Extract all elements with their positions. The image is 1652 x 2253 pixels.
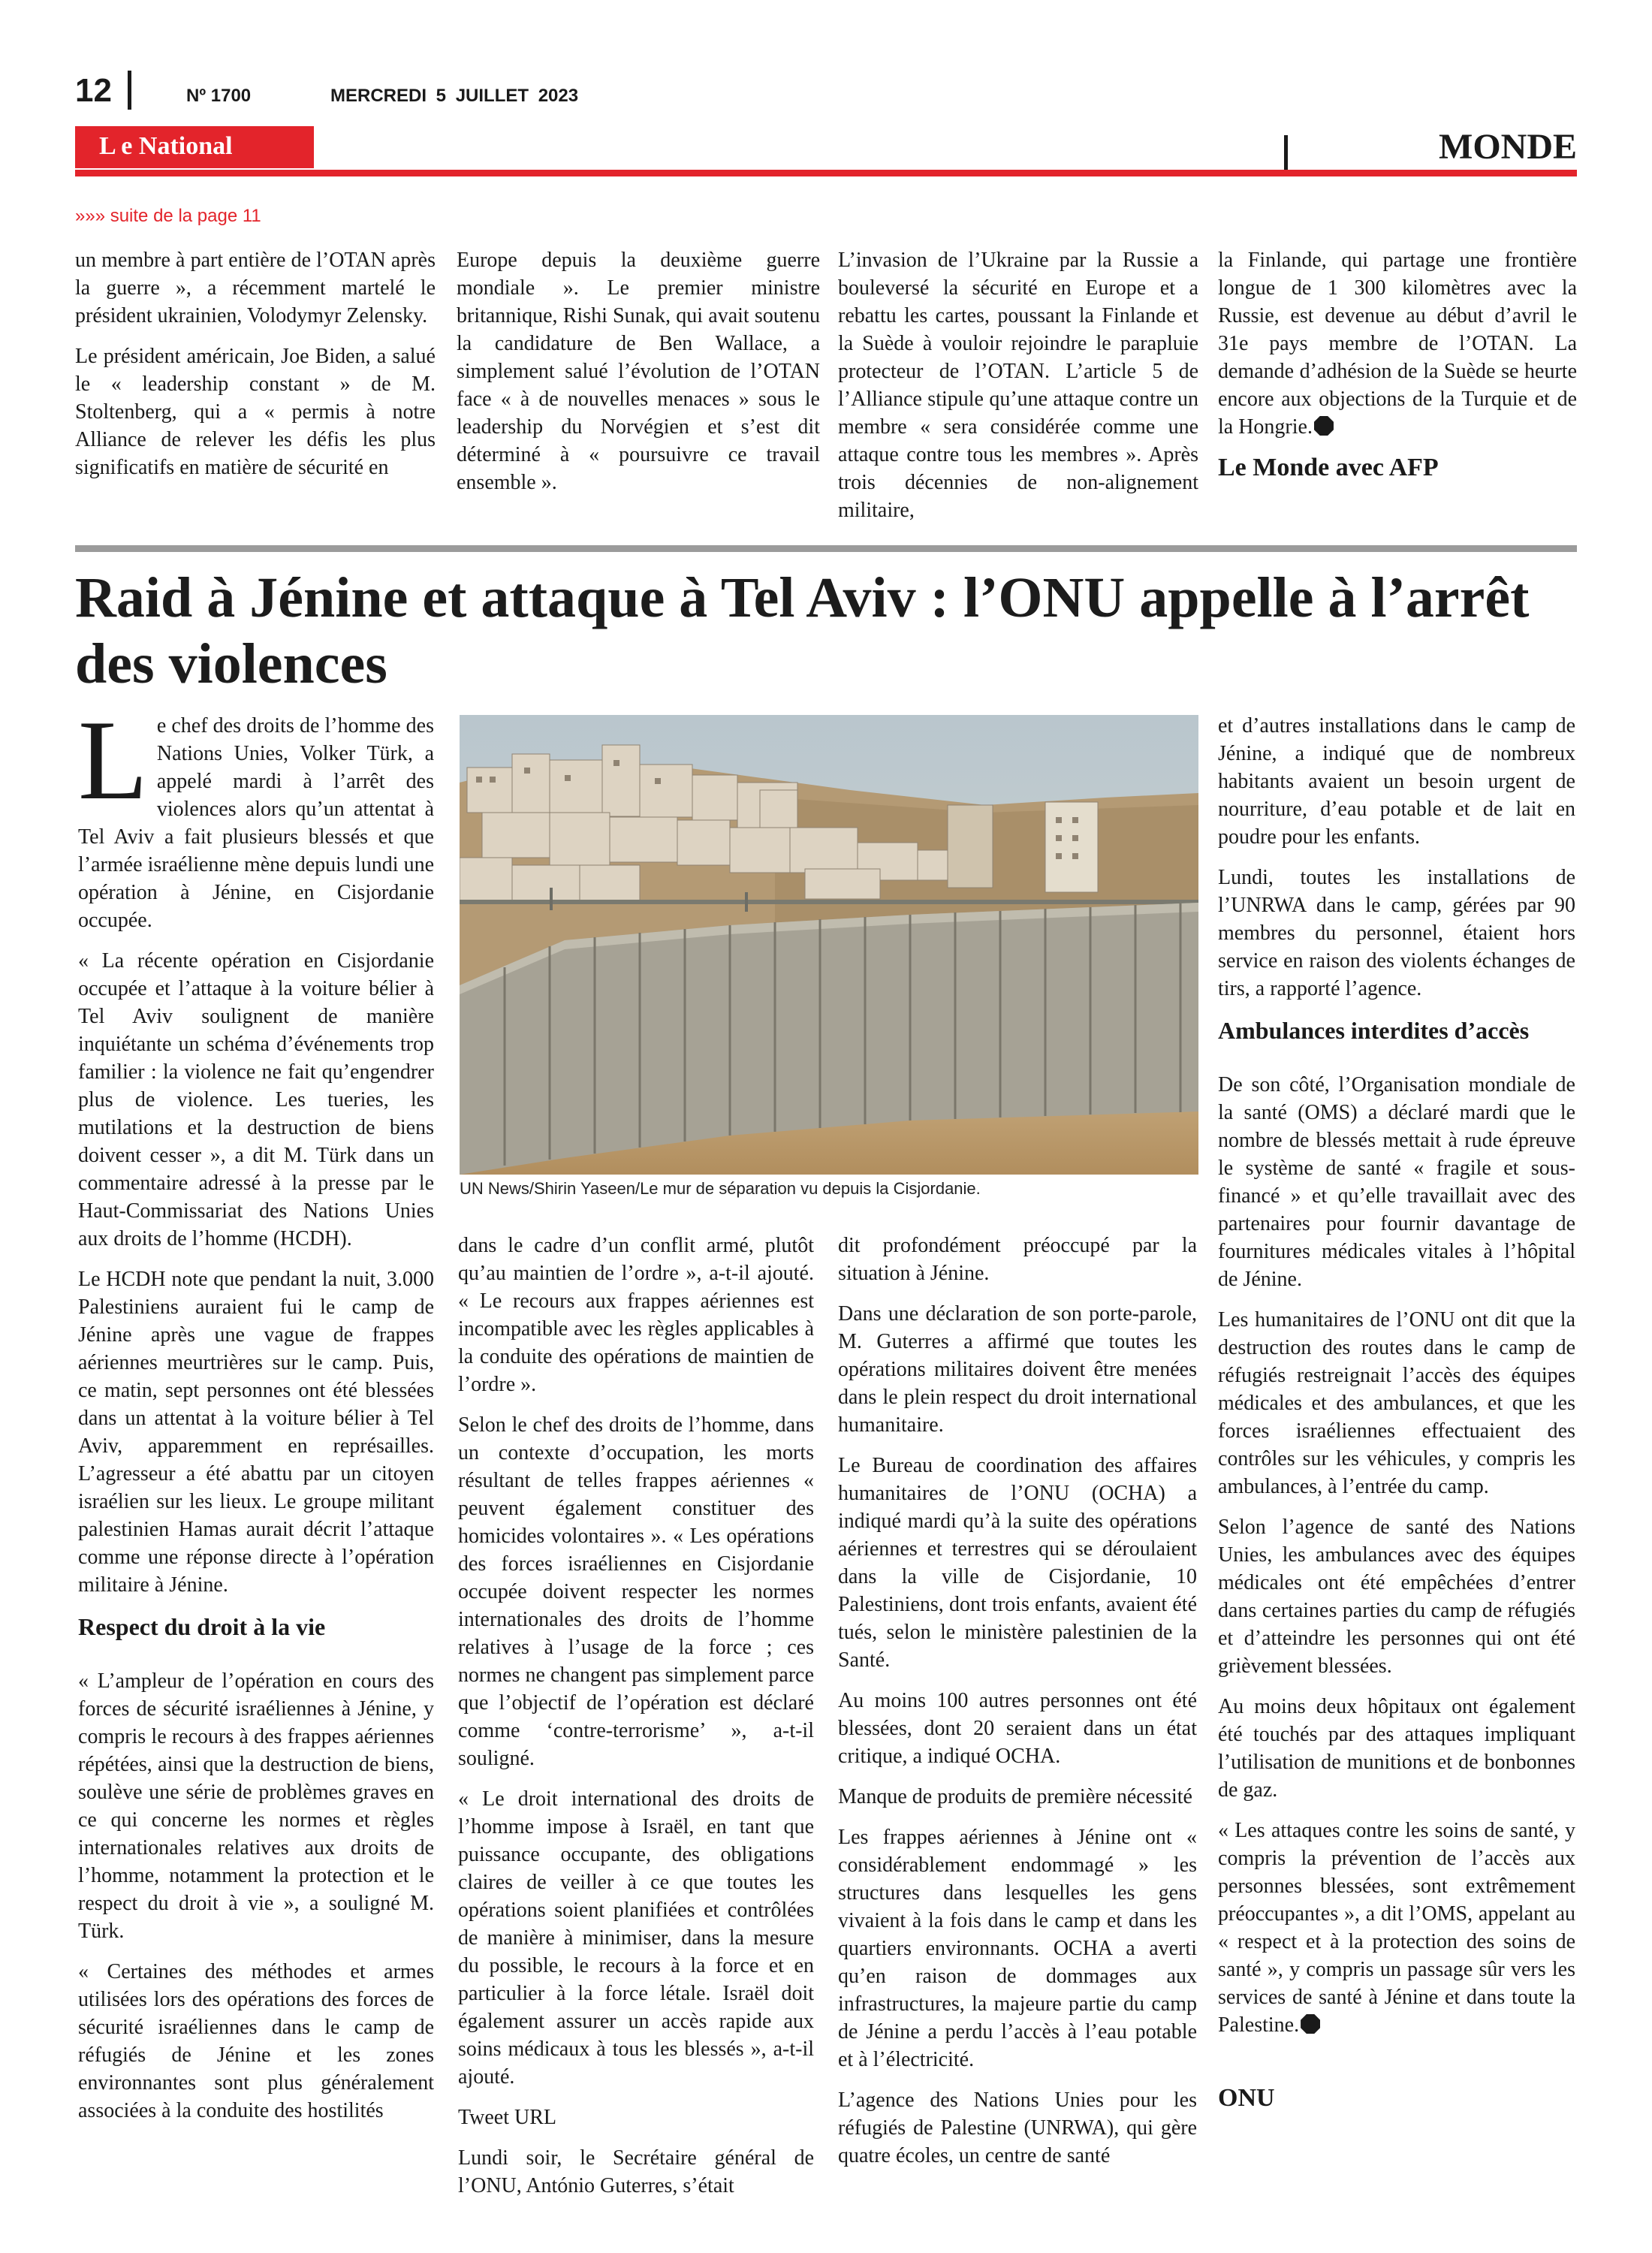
- photo-caption: UN News/Shirin Yaseen/Le mur de séparation vu depuis la Cisjordanie.: [460, 1179, 981, 1198]
- paragraph: dit profondément préoccupé par la situation à Jénine.: [838, 1234, 1197, 1285]
- paragraph: De son côté, l’Organisation mondiale de la santé (OMS) a déclaré mardi que le nombre de blessés mettait à rude épreuve le système de santé « fragile et sous-financé » et qu’elle travaillait avec des partenaires pour fournir davantage de fournitures médicales vitales à l’hôpital de Jénine.: [1218, 1073, 1575, 1291]
- paragraph: Tweet URL: [458, 2106, 557, 2129]
- paragraph-with-endmark: [1218, 1817, 1575, 2039]
- section-title: MONDE: [1439, 127, 1577, 167]
- page-number-divider: [128, 71, 131, 110]
- issue-number: Nº 1700: [186, 86, 252, 106]
- lead-paragraph: [78, 697, 434, 934]
- article-headline: Raid à Jénine et attaque à Tel Aviv : l’ONU appelle à l’arrêt des violences: [75, 566, 1530, 695]
- paragraph: Lundi soir, le Secrétaire général de l’ONU, António Guterres, s’était: [458, 2146, 814, 2197]
- paragraph: dans le cadre d’un conflit armé, plutôt qu’au maintien de l’ordre », a-t-il ajouté. « Le recours aux frappes aériennes est incompatible avec les règles applicables à la conduite des opérations de maintien de l’ordre ».: [458, 1234, 814, 1396]
- paragraph: la Finlande, qui partage une frontière longue de 1 300 kilomètres avec la Russie, est devenue au début d’avril le 31e pays membre de l’OTAN. La demande d’adhésion de la Suède se heurte encore aux objections de la Turquie et de la Hongrie.: [1218, 249, 1577, 439]
- paragraph: « L’ampleur de l’opération en cours des forces de sécurité israéliennes à Jénine, y compris le recours à des frappes aériennes répétées, ainsi que la destruction de biens, soulève une série de problèmes graves en ce qui concerne les normes et règles internationales relatives aux droits de l’homme, notamment la protection et le respect du droit à vie », a souligné M. Türk.: [78, 1669, 434, 1943]
- article-column-3: [838, 1232, 1197, 2182]
- subheading: Respect du droit à la vie: [78, 1613, 326, 1640]
- paragraph: Selon le chef des droits de l’homme, dans un contexte d’occupation, les morts résultant de telles frappes aériennes « peuvent également constituer des homicides volontaires ». « Les opérations des forces israéliennes en Cisjordanie occupée doivent respecter les normes internationales des droits de l’homme relatives à l’usage de la force ; ces normes ne changent pas simplement parce que l’objectif de l’opération est déclaré comme ‘contre-terrorisme’ », a-t-il souligné.: [458, 1413, 814, 1770]
- paragraph: Manque de produits de première nécessité: [838, 1785, 1192, 1808]
- paragraph: Selon l’agence de santé des Nations Unies, les ambulances avec des équipes médicales ont été empêchées d’entrer dans certaines parties du camp de réfugiés et d’atteindre les personnes qui ont été grièvement blessées.: [1218, 1516, 1575, 1678]
- paragraph: L’agence des Nations Unies pour les réfugiés de Palestine (UNRWA), qui gère quatre écoles, un centre de santé: [838, 2089, 1197, 2167]
- paragraph: Au moins 100 autres personnes ont été blessées, dont 20 seraient dans un état critique, a indiqué OCHA.: [838, 1689, 1197, 1768]
- end-of-article-icon: [1301, 2014, 1320, 2034]
- end-of-article-icon: [1314, 416, 1334, 436]
- paragraph: Les humanitaires de l’ONU ont dit que la destruction des routes dans le camp de réfugiés restreignait l’accès des équipes médicales et des ambulances, et que les forces israéliennes effectuaient des contrôles sur les véhicules, y compris les ambulances, à l’entrée du camp.: [1218, 1308, 1575, 1498]
- prev-article-column-4: [1218, 246, 1577, 481]
- article-divider: [75, 545, 1577, 552]
- paragraph-with-endmark: [1218, 246, 1577, 441]
- paragraph: Le Bureau de coordination des affaires humanitaires de l’ONU (OCHA) a indiqué mardi qu’à la suite des opérations aériennes et terrestres qui se déroulaient dans la ville de Cisjordanie, 10 Palestiniens, dont trois enfants, avaient été tués, selon le ministère palestinien de la Santé.: [838, 1454, 1197, 1672]
- prev-article-column-2: [457, 246, 820, 509]
- subheading: Ambulances interdites d’accès: [1218, 1017, 1530, 1044]
- publication-name: L e National: [99, 132, 233, 160]
- prev-article-column-3: [838, 246, 1198, 537]
- issue-date: MERCREDI 5 JUILLET 2023: [330, 86, 579, 106]
- article-signature: ONU: [1218, 2084, 1275, 2112]
- paragraph: « La récente opération en Cisjordanie occupée et l’attaque à la voiture bélier à Tel Aviv soulignent de manière inquiétante un schéma d’événements trop familier : la violence ne fait qu’engendrer plus de violence. Les tueries, les mutilations et la destruction de biens doivent cesser », a dit M. Türk dans un commentaire adressé à la presse par le Haut-Commissariat des Nations Unies aux droits de l’homme (HCDH).: [78, 949, 434, 1250]
- article-column-2: [458, 1232, 814, 2212]
- page-number: 12: [75, 72, 112, 109]
- section-divider: [1284, 135, 1288, 170]
- article-column-4: [1218, 712, 1575, 2112]
- paragraph: Le HCDH note que pendant la nuit, 3.000 Palestiniens auraient fui le camp de Jénine après une vague de frappes aériennes meurtrières sur le camp. Puis, ce matin, sept personnes ont été blessées dans un attentat à la voiture bélier à Tel Aviv, apparemment en représailles. L’agresseur a été abattu par un citoyen israélien sur les lieux. Le groupe militant palestinien Hamas aurait décrit l’attaque comme une réponse directe à l’opération militaire à Jénine.: [78, 1268, 434, 1597]
- prev-article-column-1: [75, 246, 436, 494]
- drop-cap: L: [78, 697, 148, 823]
- paragraph: Dans une déclaration de son porte-parole, M. Guterres a affirmé que toutes les opérations militaires doivent être menées dans le plein respect du droit international humanitaire.: [838, 1302, 1197, 1437]
- paragraph: et d’autres installations dans le camp de Jénine, a indiqué que de nombreux habitants avaient un besoin urgent de nourriture, d’eau potable et de lait en poudre pour les enfants.: [1218, 714, 1575, 849]
- article-column-1: [78, 697, 434, 2137]
- paragraph: Europe depuis la deuxième guerre mondiale ». Le premier ministre britannique, Rishi Sunak, qui avait soutenu la candidature de Ben Wallace, a simplement salué l’évolution de l’OTAN face « à de nouvelles menaces » sous le leadership du Norvégien et s’est dit déterminé à « poursuivre ce travail ensemble ».: [457, 249, 820, 494]
- paragraph: « Le droit international des droits de l’homme impose à Israël, en tant que puissance occupante, des obligations claires de veiller à ce que toutes les opérations soient planifiées et contrôlées de manière à minimiser, dans la mesure du possible, le recours à la force et en particulier à la force létale. Israël doit également assurer un accès rapide aux soins médicaux à tous les blessés », a-t-il ajouté.: [458, 1787, 814, 2089]
- paragraph: un membre à part entière de l’OTAN après la guerre », a récemment martelé le président ukrainien, Volodymyr Zelensky.: [75, 249, 436, 327]
- paragraph: L’invasion de l’Ukraine par la Russie a bouleversé la sécurité en Europe et a rebattu les cartes, poussant la Finlande et la Suède à vouloir rejoindre le parapluie protecteur de l’OTAN. L’article 5 de l’Alliance stipule qu’une attaque contre un membre « sera considérée comme une attaque contre tous les membres ». Après trois décennies de non-alignement militaire,: [838, 249, 1198, 522]
- paragraph: « Certaines des méthodes et armes utilisées lors des opérations des forces de sécurité israéliennes dans le camp de réfugiés de Jénine et les zones environnantes sont plus généralement associées à la conduite des hostilités: [78, 1960, 434, 2122]
- header-rule: [75, 170, 1577, 176]
- article-signature: Le Monde avec AFP: [1218, 454, 1439, 481]
- continued-from-note: »»» suite de la page 11: [75, 206, 261, 226]
- article-photo: [460, 715, 1198, 1175]
- paragraph: Les frappes aériennes à Jénine ont « considérablement endommagé » les structures dans lesquelles les gens vivaient à la fois dans le camp et dans les quartiers environnants. OCHA a averti qu’en raison de dommages aux infrastructures, la majeure partie du camp de Jénine a perdu l’accès à l’eau potable et à l’électricité.: [838, 1826, 1197, 2071]
- paragraph: Au moins deux hôpitaux ont également été touchés par des attaques impliquant l’utilisation de munitions et de bonbonnes de gaz.: [1218, 1695, 1575, 1802]
- lead-text: e chef des droits de l’homme des Nations Unies, Volker Türk, a appelé mardi à l’arrêt des violences alors qu’un attentat à Tel Aviv a fait plusieurs blessés et que l’armée israélienne mène depuis lundi une opération à Jénine, en Cisjordanie occupée.: [78, 714, 434, 932]
- paragraph: Lundi, toutes les installations de l’UNRWA dans le camp, gérées par 90 membres du personnel, étaient hors service en raison des violents échanges de tirs, a rapporté l’agence.: [1218, 866, 1575, 1000]
- paragraph: Le président américain, Joe Biden, a salué le « leadership constant » de M. Stoltenberg, qui a « permis à notre Alliance de relever les défis les plus significatifs en matière de sécurité en: [75, 345, 436, 479]
- paragraph: « Les attaques contre les soins de santé, y compris la prévention de l’accès aux personnes blessées, sont extrêmement préoccupantes », a dit l’OMS, appelant au « respect et à la protection des soins de santé », y compris un passage sûr vers les services de santé à Jénine et dans toute la Palestine.: [1218, 1819, 1575, 2037]
